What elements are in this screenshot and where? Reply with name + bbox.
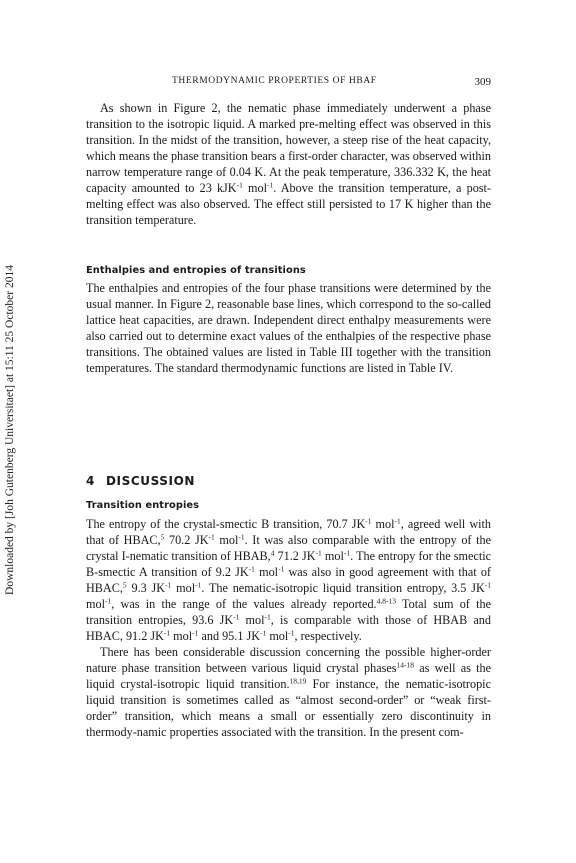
- subsection-heading-enthalpies: Enthalpies and entropies of transitions: [86, 265, 306, 276]
- superscript: -1: [104, 596, 112, 606]
- download-sidebar: [0, 0, 20, 863]
- superscript: -1: [192, 628, 199, 638]
- reference-superscript: 4: [270, 548, 275, 558]
- running-title: THERMODYNAMIC PROPERTIES OF HBAF: [172, 76, 377, 86]
- superscript: -1: [365, 516, 372, 526]
- reference-superscript: 4,8-13: [376, 596, 396, 606]
- text-run: was also in good agreement with that of HBAC,: [86, 565, 491, 595]
- text-run: mol: [86, 597, 105, 611]
- text-run: mol: [170, 629, 193, 643]
- superscript: -1: [238, 532, 245, 542]
- text-run: 9.3 JK: [126, 581, 166, 595]
- superscript: -1: [278, 564, 285, 574]
- superscript: -1: [484, 580, 491, 590]
- paragraph-nematic-transition: [86, 100, 491, 228]
- reference-superscript: 14-18: [396, 660, 415, 670]
- page-number: 309: [474, 76, 491, 88]
- superscript: -1: [260, 628, 267, 638]
- section-heading-discussion: [86, 474, 195, 488]
- superscript: -1: [288, 628, 295, 638]
- superscript: -1: [233, 612, 240, 622]
- entropies-paragraph-1: [86, 516, 491, 644]
- running-header: [86, 76, 491, 92]
- text-run: , was in the range of the values already reported.: [111, 597, 377, 611]
- text-run: The entropy of the crystal-smectic B transition, 70.7 JK: [86, 517, 366, 531]
- subsection-heading-transition-entropies: Transition entropies: [86, 500, 200, 511]
- text-run: mol: [171, 581, 196, 595]
- paragraph-enthalpies: [86, 280, 491, 376]
- superscript: -1: [343, 548, 351, 558]
- superscript: -1: [163, 628, 171, 638]
- text-run: 70.2 JK: [164, 533, 209, 547]
- text-run: Total sum of the transition entropies, 93.6 JK: [86, 597, 491, 627]
- reference-superscript: 5: [122, 580, 127, 590]
- entropies-paragraph-2: [86, 644, 491, 740]
- superscript: -1: [315, 548, 322, 558]
- text-run: as well as the liquid crystal-isotropic liquid transition.: [86, 661, 491, 691]
- enthalpies-text: The enthalpies and entropies of the four phase transitions were determined by the usual manner. In Figure 2, reasonable base lines, which correspond to the so-called lattice heat capacities, are drawn. Independent direct enthalpy measurements were also carried out to determine exact values of the enthalpies of the respective phase transitions. The obtained values are listed in Table III together with the transition temperatures. The standard thermodynamic functions are listed in Table IV.: [86, 281, 491, 375]
- superscript: -1: [266, 180, 274, 190]
- text-run: . The nematic-isotropic liquid transition entropy, 3.5 JK: [201, 581, 485, 595]
- paragraph-transition-entropies: [86, 516, 491, 740]
- superscript: -1: [394, 516, 401, 526]
- text-run: mol: [266, 629, 289, 643]
- download-notice: Downloaded by [Joh Gutenberg Universitaet] at 15:11 25 October 2014: [4, 265, 16, 595]
- text-run: mol: [321, 549, 344, 563]
- text-run: mol: [214, 533, 239, 547]
- superscript: -1: [248, 564, 255, 574]
- text-run: mol: [254, 565, 279, 579]
- text-run: 71.2 JK: [274, 549, 316, 563]
- superscript: -1: [165, 580, 172, 590]
- text-run: There has been considerable discussion concerning the possible higher-order nature phase transition between various liquid crystal phases: [86, 645, 491, 675]
- text-run: and 95.1 JK: [198, 629, 261, 643]
- reference-superscript: 18,19: [289, 676, 307, 686]
- text-run: , is comparable with those of HBAB and HBAC, 91.2 JK: [86, 613, 491, 643]
- text-run: For instance, the nematic-isotropic liquid transition is sometimes called as “almost second-order” or “weak first-order” transition, which means a small or essentially zero discontinuity in thermody-namic properties associated with the transition. In the present com-: [86, 677, 491, 739]
- text-run: mol: [371, 517, 395, 531]
- para1-text: As shown in Figure 2, the nematic phase immediately underwent a phase transition to the isotropic liquid. A marked pre-melting effect was observed in this transition. In the midst of the transition, however, a steep rise of the heat capacity, which means the phase transition bears a first-order character, was observed within narrow temperature range of 0.04 K. At the peak temperature, 336.332 K, the heat capacity amounted to 23 kJK: [86, 101, 491, 195]
- text-run: , respectively.: [294, 629, 362, 643]
- reference-superscript: 5: [160, 532, 165, 542]
- superscript: -1: [236, 180, 243, 190]
- section-title: DISCUSSION: [105, 474, 196, 488]
- para1-mid: mol: [242, 181, 267, 195]
- superscript: -1: [208, 532, 215, 542]
- superscript: -1: [264, 612, 271, 622]
- text-run: , agreed well with that of HBAC,: [86, 517, 491, 547]
- section-number: 4: [86, 474, 95, 488]
- text-run: . It was also comparable with the entropy of the crystal I-nematic transition of HBAB,: [86, 533, 492, 563]
- text-run: . The entropy for the smectic B-smectic A transition of 9.2 JK: [86, 549, 492, 579]
- para1-tail: . Above the transition temperature, a post-melting effect was also observed. The effect still persisted to 17 K higher than the transition temperature.: [86, 181, 491, 227]
- text-run: mol: [239, 613, 265, 627]
- superscript: -1: [195, 580, 202, 590]
